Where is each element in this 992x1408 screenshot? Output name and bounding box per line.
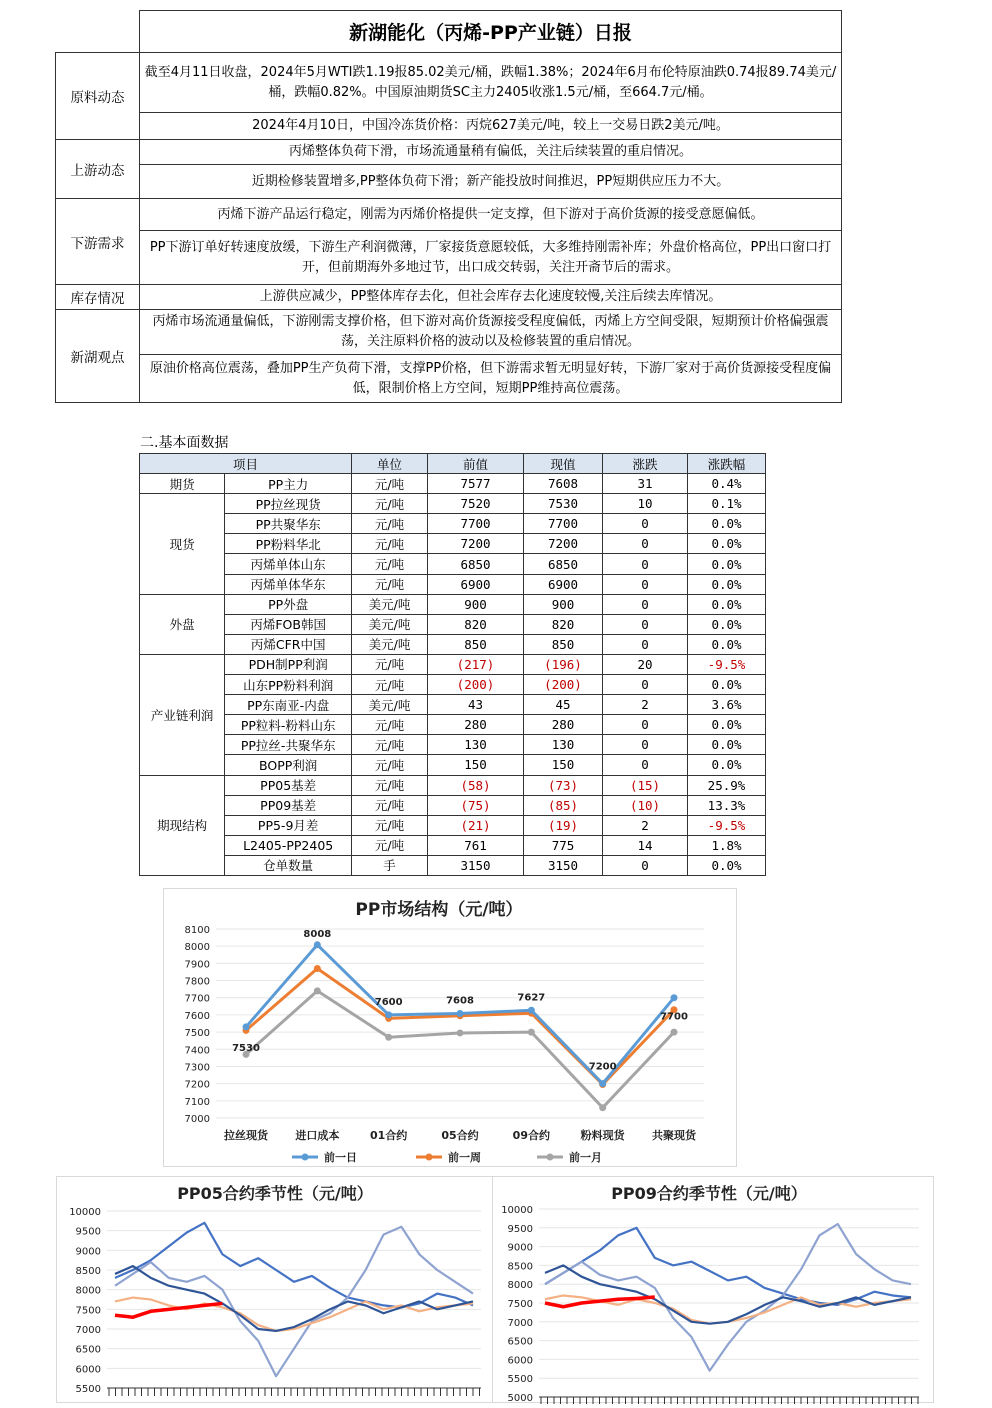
table-row <box>140 634 766 654</box>
table-cell: (200) <box>524 675 603 695</box>
table-cell: 0 <box>603 554 688 574</box>
table-cell: 0 <box>603 634 688 654</box>
y-tick-label: 7600 <box>184 1010 210 1022</box>
data-point <box>528 1007 535 1014</box>
table-cell: 820 <box>428 614 524 634</box>
table-cell: 0 <box>603 715 688 735</box>
table-cell: 元/吨 <box>352 735 428 755</box>
x-tick-label: 01合约 <box>370 1129 408 1142</box>
y-tick-label: 9000 <box>75 1246 101 1258</box>
row-text: 截至4月11日收盘，2024年5月WTI跌1.19报85.02美元/桶，跌幅1.38%；2024年6月布伦特原油跌0.74报89.74美元/桶，跌幅0.82%。中国原油期货SC主力2405收涨1.5元/桶，至664.7元/桶。 <box>140 53 842 113</box>
table-row <box>140 695 766 715</box>
y-tick-label: 7200 <box>184 1079 210 1091</box>
table-cell: 0.0% <box>688 675 766 695</box>
y-tick-label: 9000 <box>507 1242 533 1254</box>
legend-marker <box>426 1154 433 1161</box>
column-header: 前值 <box>428 454 524 474</box>
report-row <box>56 231 842 285</box>
y-tick-label: 6500 <box>75 1344 101 1356</box>
data-point <box>243 1023 250 1030</box>
table-row <box>140 735 766 755</box>
table-cell: 6850 <box>524 554 603 574</box>
market-structure-chart <box>163 888 737 1167</box>
y-tick-label: 6000 <box>507 1355 533 1367</box>
y-tick-label: 7400 <box>184 1045 210 1057</box>
table-cell: 元/吨 <box>352 795 428 815</box>
x-tick-label: 粉料现货 <box>580 1129 625 1142</box>
y-tick-label: 7700 <box>184 993 210 1005</box>
table-cell: 820 <box>524 614 603 634</box>
table-cell: PP05基差 <box>225 775 352 795</box>
table-cell: (15) <box>603 775 688 795</box>
table-cell: (200) <box>428 675 524 695</box>
data-label: 8008 <box>303 928 332 940</box>
row-text: 丙烯下游产品运行稳定，刚需为丙烯价格提供一定支撑，但下游对于高价货源的接受意愿偏低。 <box>140 199 842 231</box>
table-cell: 0 <box>603 514 688 534</box>
table-cell: PP09基差 <box>225 795 352 815</box>
table-cell: 10 <box>603 494 688 514</box>
group-label: 期现结构 <box>140 775 225 875</box>
data-point <box>457 1010 464 1017</box>
table-cell: 0.1% <box>688 494 766 514</box>
legend-label: 前一月 <box>569 1151 602 1164</box>
y-tick-label: 7800 <box>184 976 210 988</box>
x-tick-label: 进口成本 <box>295 1129 340 1142</box>
y-tick-label: 6000 <box>75 1364 101 1376</box>
data-label: 7200 <box>588 1061 617 1073</box>
table-cell: 150 <box>524 755 603 775</box>
table-cell: 0.0% <box>688 514 766 534</box>
table-cell: 130 <box>524 735 603 755</box>
table-cell: 775 <box>524 835 603 855</box>
data-point <box>314 987 321 994</box>
table-cell: 43 <box>428 695 524 715</box>
group-label: 产业链利润 <box>140 654 225 775</box>
table-cell: 美元/吨 <box>352 695 428 715</box>
table-cell: 0.0% <box>688 855 766 875</box>
table-cell: 0.0% <box>688 574 766 594</box>
y-tick-label: 10000 <box>69 1207 101 1218</box>
table-cell: 280 <box>428 715 524 735</box>
table-cell: (85) <box>524 795 603 815</box>
table-cell: 13.3% <box>688 795 766 815</box>
table-cell: 仓单数量 <box>225 855 352 875</box>
table-cell: 丙烯单体华东 <box>225 574 352 594</box>
row-text: 2024年4月10日，中国冷冻货价格：丙烷627美元/吨，较上一交易日跌2美元/吨。 <box>140 113 842 140</box>
row-text: 丙烯市场流通量偏低，下游刚需支撑价格，但下游对高价货源接受程度偏低，丙烯上方空间受限，短期预计价格偏强震荡，关注原料价格的波动以及检修装置的重启情况。 <box>140 310 842 355</box>
table-cell: 0.0% <box>688 755 766 775</box>
table-cell: 美元/吨 <box>352 594 428 614</box>
table-cell: 0.0% <box>688 634 766 654</box>
group-label: 现货 <box>140 494 225 594</box>
y-tick-label: 5000 <box>507 1393 533 1404</box>
legend-label: 前一周 <box>448 1151 481 1164</box>
table-cell: 0.0% <box>688 715 766 735</box>
table-cell: 元/吨 <box>352 534 428 554</box>
table-cell: 7608 <box>524 474 603 494</box>
table-cell: 美元/吨 <box>352 614 428 634</box>
data-point <box>385 1011 392 1018</box>
table-row <box>140 494 766 514</box>
y-tick-label: 7100 <box>184 1096 210 1108</box>
y-tick-label: 7000 <box>507 1317 533 1329</box>
chart-title: PP05合约季节性（元/吨） <box>177 1184 373 1203</box>
report-row <box>56 199 842 231</box>
table-cell: (73) <box>524 775 603 795</box>
x-tick-label: 拉丝现货 <box>224 1129 268 1142</box>
season-line <box>115 1266 473 1331</box>
table-cell: 0 <box>603 755 688 775</box>
table-cell: 7700 <box>428 514 524 534</box>
table-cell: 25.9% <box>688 775 766 795</box>
table-cell: PP拉丝现货 <box>225 494 352 514</box>
title-blank <box>56 11 140 53</box>
y-tick-label: 7300 <box>184 1062 210 1074</box>
table-cell: (75) <box>428 795 524 815</box>
y-tick-label: 7500 <box>507 1299 533 1310</box>
table-cell: 0.4% <box>688 474 766 494</box>
y-tick-label: 7000 <box>75 1325 101 1336</box>
table-cell: 元/吨 <box>352 574 428 594</box>
table-cell: (58) <box>428 775 524 795</box>
y-tick-label: 8100 <box>184 925 210 936</box>
data-label: 7700 <box>660 1011 688 1023</box>
table-row <box>140 554 766 574</box>
table-cell: 6900 <box>428 574 524 594</box>
group-label: 期货 <box>140 474 225 494</box>
table-cell: 7200 <box>428 534 524 554</box>
table-row <box>140 574 766 594</box>
table-cell: 20 <box>603 654 688 674</box>
table-cell: 元/吨 <box>352 775 428 795</box>
x-tick-label: 05合约 <box>441 1129 479 1142</box>
data-point <box>599 1104 606 1111</box>
report-title: 新湖能化（丙烯-PP产业链）日报 <box>140 11 842 53</box>
table-cell: 7200 <box>524 534 603 554</box>
table-cell: 元/吨 <box>352 654 428 674</box>
table-row <box>140 514 766 534</box>
table-cell: 元/吨 <box>352 474 428 494</box>
chart-title: PP市场结构（元/吨） <box>355 900 523 920</box>
y-tick-label: 9500 <box>75 1226 101 1238</box>
table-row <box>140 534 766 554</box>
table-cell: 元/吨 <box>352 715 428 735</box>
chart-title: PP09合约季节性（元/吨） <box>611 1184 807 1203</box>
data-point <box>314 941 321 948</box>
table-row <box>140 755 766 775</box>
table-cell: 1.8% <box>688 835 766 855</box>
table-cell: PP东南亚-内盘 <box>225 695 352 715</box>
data-point <box>385 1034 392 1041</box>
table-cell: 0 <box>603 855 688 875</box>
table-cell: PDH制PP利润 <box>225 654 352 674</box>
legend-marker <box>547 1154 554 1161</box>
table-cell: 3150 <box>428 855 524 875</box>
table-cell: 山东PP粉料利润 <box>225 675 352 695</box>
pp09-seasonality-chart <box>492 1176 934 1403</box>
table-cell: 0.0% <box>688 614 766 634</box>
section-title: 二.基本面数据 <box>140 435 229 451</box>
table-cell: (21) <box>428 815 524 835</box>
table-cell: 900 <box>428 594 524 614</box>
row-category: 新湖观点 <box>56 310 140 403</box>
table-cell: BOPP利润 <box>225 755 352 775</box>
table-cell: 0 <box>603 574 688 594</box>
data-label: 7530 <box>232 1042 260 1054</box>
table-row <box>140 855 766 875</box>
y-tick-label: 8500 <box>507 1261 533 1273</box>
table-cell: 31 <box>603 474 688 494</box>
row-category: 下游需求 <box>56 199 140 285</box>
table-cell: 0 <box>603 735 688 755</box>
table-cell: 6900 <box>524 574 603 594</box>
table-cell: 3.6% <box>688 695 766 715</box>
table-cell: 14 <box>603 835 688 855</box>
table-cell: -9.5% <box>688 815 766 835</box>
y-tick-label: 8000 <box>184 942 210 954</box>
table-cell: 元/吨 <box>352 815 428 835</box>
table-cell: 0 <box>603 534 688 554</box>
table-cell: 7700 <box>524 514 603 534</box>
data-point <box>528 1029 535 1036</box>
x-tick-label: 09合约 <box>512 1129 550 1142</box>
table-cell: 丙烯FOB韩国 <box>225 614 352 634</box>
row-text: 近期检修装置增多,PP整体负荷下滑；新产能投放时间推迟，PP短期供应压力不大。 <box>140 165 842 199</box>
table-cell: 手 <box>352 855 428 875</box>
table-cell: 3150 <box>524 855 603 875</box>
table-cell: 0 <box>603 594 688 614</box>
table-cell: 元/吨 <box>352 514 428 534</box>
table-cell: 0 <box>603 614 688 634</box>
table-cell: 元/吨 <box>352 494 428 514</box>
table-cell: 元/吨 <box>352 554 428 574</box>
y-tick-label: 5500 <box>75 1384 101 1395</box>
table-cell: 6850 <box>428 554 524 574</box>
table-cell: 900 <box>524 594 603 614</box>
report-row <box>56 285 842 310</box>
table-cell: PP5-9月差 <box>225 815 352 835</box>
row-text: 上游供应减少，PP整体库存去化，但社会库存去化速度较慢,关注后续去库情况。 <box>140 285 842 310</box>
table-cell: 0 <box>603 675 688 695</box>
row-category: 原料动态 <box>56 53 140 140</box>
table-cell: L2405-PP2405 <box>225 835 352 855</box>
row-text: 丙烯整体负荷下滑，市场流通量稍有偏低，关注后续装置的重启情况。 <box>140 140 842 165</box>
table-cell: 丙烯单体山东 <box>225 554 352 574</box>
y-tick-label: 6500 <box>507 1336 533 1348</box>
table-cell: (196) <box>524 654 603 674</box>
table-cell: PP共聚华东 <box>225 514 352 534</box>
column-header: 涨跌 <box>603 454 688 474</box>
y-tick-label: 9500 <box>507 1223 533 1235</box>
table-cell: 45 <box>524 695 603 715</box>
season-line <box>115 1223 473 1308</box>
table-cell: 7577 <box>428 474 524 494</box>
table-row <box>140 715 766 735</box>
column-header: 项目 <box>140 454 352 474</box>
table-cell: 美元/吨 <box>352 634 428 654</box>
data-point <box>314 965 321 972</box>
table-cell: 7530 <box>524 494 603 514</box>
pp05-seasonality-chart <box>56 1176 493 1403</box>
table-cell: 280 <box>524 715 603 735</box>
table-cell: PP主力 <box>225 474 352 494</box>
report-table <box>55 10 842 403</box>
report-row <box>56 113 842 140</box>
table-cell: 7520 <box>428 494 524 514</box>
data-label: 7600 <box>374 996 403 1008</box>
table-cell: 150 <box>428 755 524 775</box>
row-category: 库存情况 <box>56 285 140 310</box>
table-cell: (217) <box>428 654 524 674</box>
season-line <box>545 1297 655 1307</box>
table-cell: 2 <box>603 815 688 835</box>
table-cell: 元/吨 <box>352 755 428 775</box>
table-cell: 130 <box>428 735 524 755</box>
table-row <box>140 795 766 815</box>
y-tick-label: 8500 <box>75 1266 101 1277</box>
table-cell: 0.0% <box>688 594 766 614</box>
table-cell: 元/吨 <box>352 835 428 855</box>
report-row <box>56 310 842 355</box>
season-line <box>545 1228 911 1305</box>
y-tick-label: 5500 <box>507 1374 533 1386</box>
table-cell: 850 <box>524 634 603 654</box>
table-row <box>140 815 766 835</box>
data-point <box>599 1080 606 1087</box>
table-cell: 丙烯CFR中国 <box>225 634 352 654</box>
data-point <box>457 1029 464 1036</box>
table-cell: (10) <box>603 795 688 815</box>
column-header: 单位 <box>352 454 428 474</box>
y-tick-label: 7900 <box>184 959 210 971</box>
table-row <box>140 594 766 614</box>
table-cell: 0.0% <box>688 534 766 554</box>
report-row <box>56 355 842 403</box>
column-header: 现值 <box>524 454 603 474</box>
table-row <box>140 835 766 855</box>
y-tick-label: 10000 <box>501 1205 533 1216</box>
table-cell: 850 <box>428 634 524 654</box>
y-tick-label: 7500 <box>184 1028 210 1040</box>
row-category: 上游动态 <box>56 140 140 199</box>
group-label: 外盘 <box>140 594 225 654</box>
table-row <box>140 675 766 695</box>
row-text: 原油价格高位震荡，叠加PP生产负荷下滑，支撑PP价格，但下游需求暂无明显好转，下游厂家对于高价货源接受程度偏低，限制价格上方空间，短期PP维持高位震荡。 <box>140 355 842 403</box>
table-row <box>140 614 766 634</box>
table-row <box>140 775 766 795</box>
table-cell: 0.0% <box>688 554 766 574</box>
column-header: 涨跌幅 <box>688 454 766 474</box>
y-tick-label: 7000 <box>184 1114 210 1125</box>
legend-label: 前一日 <box>324 1151 357 1164</box>
table-cell: PP拉丝-共聚华东 <box>225 735 352 755</box>
table-cell: PP粉料华北 <box>225 534 352 554</box>
table-row <box>140 654 766 674</box>
report-row <box>56 53 842 113</box>
data-label: 7608 <box>446 995 474 1007</box>
table-cell: (19) <box>524 815 603 835</box>
legend-marker <box>302 1154 309 1161</box>
table-cell: -9.5% <box>688 654 766 674</box>
data-label: 7627 <box>517 992 546 1004</box>
y-tick-label: 8000 <box>75 1285 101 1297</box>
y-tick-label: 8000 <box>507 1280 533 1292</box>
table-cell: PP外盘 <box>225 594 352 614</box>
data-point <box>671 1029 678 1036</box>
table-cell: 2 <box>603 695 688 715</box>
report-title-row <box>56 11 842 53</box>
table-cell: 元/吨 <box>352 675 428 695</box>
x-tick-label: 共聚现货 <box>652 1129 696 1142</box>
report-row <box>56 165 842 199</box>
y-tick-label: 7500 <box>75 1305 101 1317</box>
row-text: PP下游订单好转速度放缓，下游生产利润微薄，厂家接货意愿较低，大多维持刚需补库；外盘价格高位，PP出口窗口打开，但前期海外多地过节，出口成交转弱，关注开斋节后的需求。 <box>140 231 842 285</box>
data-point <box>671 994 678 1001</box>
fundamentals-table <box>139 453 766 876</box>
table-cell: 0.0% <box>688 735 766 755</box>
report-row <box>56 140 842 165</box>
table-row <box>140 474 766 494</box>
table-cell: 761 <box>428 835 524 855</box>
table-cell: PP粒料-粉料山东 <box>225 715 352 735</box>
